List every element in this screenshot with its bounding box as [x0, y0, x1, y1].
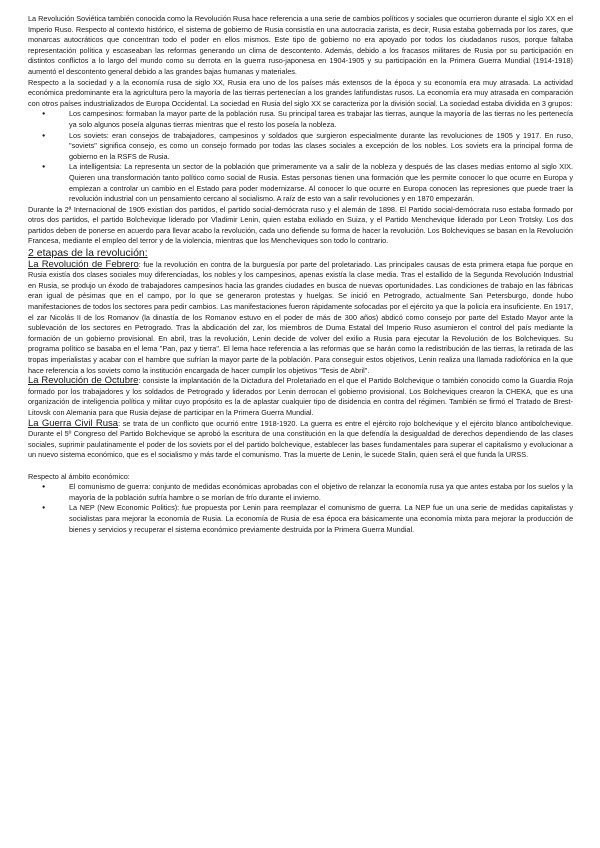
civil-war-title: La Guerra Civil Rusa [28, 417, 119, 429]
october-text: : consiste la implantación de la Dictadura del Proletariado en el que el Partido Bolchevique o también conocido como la Guardia Roja formado por los trabajadores y los soldados de Petrogrado y liderados por Lenin derrocan el gobierno provisional. Los Bolcheviques crearon la CHEKA, que es una organización de inteligencia política y militar cuyo propósito es la de aplastar cualquier tipo de disidencia en contra del régimen. También se firmó el Tratado de Brest-Litovsk con Alemania para que Rusia dejase de participar en la Primera Guerra Mundial. [28, 376, 573, 417]
civil-war-text: : se trata de un conflicto que ocurrió entre 1918-1920. La guerra es entre el ejército rojo bolchevique y el ejército blanco antibolchevique. Durante el 5º Congreso del Partido Bolchevique se aprobó la escritura de una constitución en la que defendía la desigualdad de derechos dependiendo de las clases sociales, suprimir paulatinamente el poder de los soviets por el del partido bolchevique, establecer las bases fundamentales para superar el capitalismo y evolucionar a un nuevo sistema económico, que es el socialismo y más tarde el comunismo. Tras la muerte de Lenin, le sucede Stalin, quien será el que funda la URSS. [28, 418, 574, 460]
list-item-intelligentsia: ● La intelligentsia: La representa un sector de la población que primeramente va a salir de la nobleza y después de las clases medias entorno al siglo XIX. Quieren una transformación tanto político como social de Rusia. Estas personas tienen una formación que les permite conocer lo que ocurre en Europa y empiezan a controlar un cambio en el Estado para poder modernizarse. Al conocer lo que ocurre en Europa conocen las represiones que puede traer la revolución industrial con un pensamiento cercano al socialismo. A raíz de esto van a salir revoluciones y en 1870 empezarán. [28, 162, 573, 204]
february-paragraph [28, 260, 573, 377]
economic-heading: Respecto al ámbito económico: [28, 471, 130, 481]
spacer [28, 461, 573, 472]
economic-list [28, 482, 573, 535]
february-text: : fue la revolución en contra de la burguesía por parte del proletariado. Las principales causas de esta primera etapa fue porque en Rusia existía dos clases sociales muy diferenciadas, los nobles y los campesinos, apenas existía la clase media. Tras el estallido de la Segunda Revolución Industrial en Rusia, se produjo un éxodo de trabajadores campesinos hacia las grandes ciudades en busca de nuevas oportunidades. Las condiciones de trabajo en las fábricas eran igual de pésimas que en el campo, por lo que se generaron protestas y huelgas. Se inició en Petrogrado, actualmente San Petersburgo, donde hubo manifestaciones de todos los sectores para pedir cambios. Las manifestaciones fueron rápidamente sofocadas por el ejército ya que la policía era insuficiente. En 1917, el zar Nicolás II de los Romanov (la dinastía de los Romanov estuvo en el poder de más de 300 años) abdicó como consejo por parte del Estado Mayor ante la sublevación de los sectores en Petrogrado. Tras la abdicación del zar, los miembros de Duma Estatal del Imperio Ruso asumieron el control del país mediante la formación de un gobierno provisional. En abril, tras la revolución, Lenin decide de volver del exilio a Rusia para ejecutar la Revolución de los Bolcheviques. Su programa político se basaba en el lema "Pan, paz y tierra". El lema hace referencia a las reformas que se harán como la redistribución de las tierras, la retirada de las tropas imperialistas y acabar con el hambre que sufrían la mayor parte de la población. Para conseguir estos objetivos, Lenin realiza una llamada radiofónica en la que hace referencia a los soviets como la institución encargada de hacer cumplir los objetivos "Tesis de Abril". [28, 259, 573, 375]
list-item-campesinos: ● Los campesinos: formaban la mayor parte de la población rusa. Su principal tarea es trabajar las tierras, aunque la mayoría de las tierras no les pertenecía ya solo algunos poseía algunas tierras mientras que el resto los poseía la nobleza. [28, 109, 573, 130]
october-paragraph [28, 376, 573, 418]
list-item-comunismo-guerra: ● El comunismo de guerra: conjunto de medidas económicas aprobadas con el objetivo de relanzar la economía rusa ya que antes estaba por los suelos y la mayoría de la población sufría hambre o se morían de frío durante el invierno. [28, 482, 573, 503]
civil-war-paragraph [28, 419, 573, 461]
intro-paragraph-1: La Revolución Soviética también conocida como la Revolución Rusa hace referencia a una serie de cambios políticos y sociales que ocurrieron durante el siglo XX en el Imperio Ruso. Respecto al contexto histórico, el sistema de gobierno de Rusia consistía en una autocracia zarista, es decir, Rusia estaba gobernada por los zares, que monarcas autocráticos que concentran todo el poder en ellos mismos. Este tipo de gobierno no era apoyado por todos los ciudadanos rusos, porque faltaba representación política y escaseaban las reformas generando un clima de descontento. Además, debido a los fracasos militares de Rusia por su participación en distintos conflictos a lo largo del mundo como su derrota en la guerra ruso-japonesa en 1904-1905 y su participación en la Primera Guerra Mundial (1914-1918) aumentó el descontento general debido a las grandes bajas humanas y materiales. [28, 14, 573, 76]
february-title: La Revolución de Febrero [28, 258, 139, 270]
intro-paragraph-2: Respecto a la sociedad y a la economía rusa de siglo XX, Rusia era uno de los países más extensos de la época y su economía era muy atrasada. La actividad económica predominante era la agricultura pero la mayoría de las tierras pertenecían a los grandes latifundistas rusos. La economía era muy atrasada en comparación con otros países industrializados de Europa Occidental. La sociedad en Rusia del siglo XX se caracteriza por la división social. La sociedad estaba dividida en 3 grupos: [28, 77, 573, 108]
stages-heading: 2 etapas de la revolución: [28, 247, 148, 260]
october-title: La Revolución de Octubre [28, 375, 139, 387]
parties-paragraph: Durante la 2ª Internacional de 1905 existían dos partidos, el partido social-demócrata ruso y el alemán de 1898. El Partido social-demócrata ruso estaba formado por otros dos partidos, el partido Bolchevique liderado por Vladimir Lenin, quien estaba exiliado en Suiza, y el Partido Menchevique liderado por Leon Trotsky. Los dos partidos deben de ponerse en acuerdo para llevar acabo la revolución, cada uno defiende su forma de hacer la revolución. Los Bolcheviques se basan en la Revolución Francesa, mediante el empleo del terror y de la violencia, mientras que los Mencheviques son todo lo contrario. [28, 204, 573, 246]
document-page [28, 14, 573, 535]
list-item-nep: ● La NEP (New Economic Politics): fue propuesta por Lenin para reemplazar el comunismo de guerra. La NEP fue un una serie de medidas capitalistas y socialistas para mejorar la economía de Rusia. La economía de Rusia de esa época era básicamente una economía mixta para mejorar la producción de bienes y servicios y recuperar el sistema económico previamente destruida por la Primera Guerra Mundial. [28, 503, 573, 535]
social-groups-list [28, 109, 573, 204]
list-item-soviets: ● Los soviets: eran consejos de trabajadores, campesinos y soldados que surgieron especialmente durante las revoluciones de 1905 y 1917. En ruso, "soviets" significa consejo, es como un consejo formado por todas las clases sociales a excepción de los nobles. Los soviets era la principal forma de gobierno en la RSFS de Rusia. [28, 131, 573, 163]
